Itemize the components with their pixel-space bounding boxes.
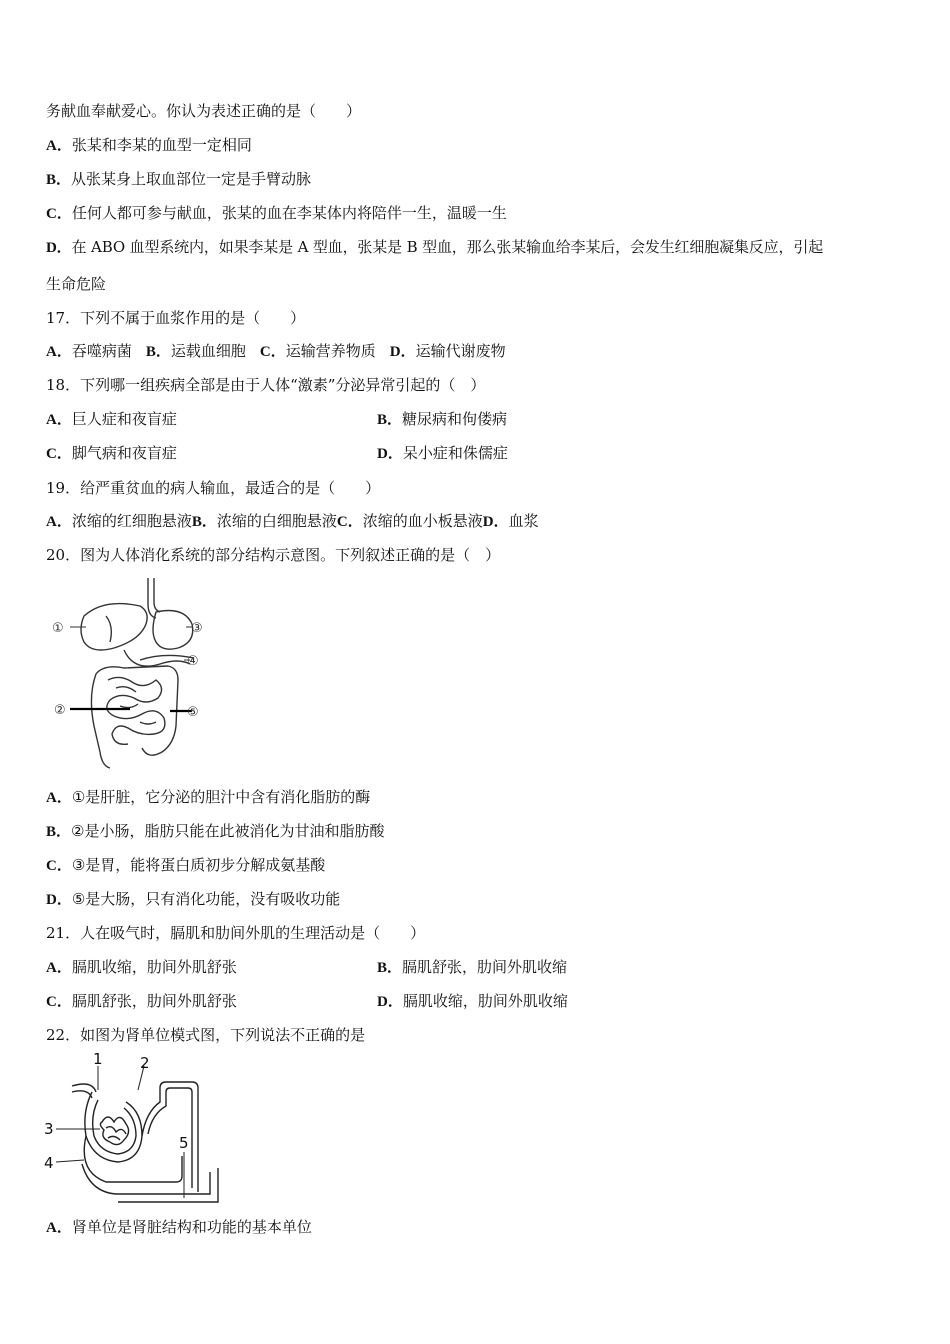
q21-stem: 21．人在吸气时，膈肌和肋间外肌的生理活动是（ ）	[46, 924, 426, 942]
q21-option-c[interactable]	[46, 991, 237, 1012]
small-intestine	[107, 677, 165, 744]
renal-capsule-inner	[93, 1100, 136, 1154]
option-key: C．	[46, 206, 72, 222]
option-key: A．	[46, 412, 72, 428]
q20-option-d[interactable]	[46, 889, 340, 910]
capillary-loop	[84, 1136, 182, 1182]
figure-label-3: 3	[44, 1120, 54, 1138]
nephron-figure	[42, 1052, 222, 1210]
option-text: 张某和李某的血型一定相同	[71, 136, 252, 154]
option-key: D．	[377, 994, 403, 1010]
large-intestine	[91, 666, 178, 755]
option-text: 肾单位是肾脏结构和功能的基本单位	[71, 1218, 312, 1236]
glomerulus-loops	[106, 1127, 126, 1140]
option-key: B．	[46, 824, 72, 840]
q18-option-d[interactable]	[377, 443, 508, 464]
q19-stem: 19．给严重贫血的病人输血，最适合的是（ ）	[46, 479, 381, 497]
q17-option-c[interactable]	[260, 342, 376, 360]
liver-lobe-line	[106, 616, 111, 642]
option-key: C．	[336, 514, 363, 530]
option-key: A．	[46, 1220, 72, 1236]
option-text: 吞噬病菌	[71, 342, 132, 360]
option-key: D．	[46, 892, 72, 908]
figure-label-1: ①	[52, 621, 64, 636]
option-key: B．	[377, 960, 403, 976]
q22-stem: 22．如图为肾单位模式图，下列说法不正确的是	[46, 1026, 366, 1044]
figure-label-4: 4	[44, 1154, 54, 1172]
option-text: 膈肌舒张，肋间外肌舒张	[71, 992, 237, 1010]
q16-option-d-continued: 生命危险	[46, 275, 107, 293]
renal-vein	[118, 1168, 218, 1202]
pancreas	[140, 655, 194, 660]
q16-option-b[interactable]	[46, 169, 311, 190]
option-text: 巨人症和夜盲症	[71, 410, 177, 428]
option-text: ②是小肠，脂肪只能在此被消化为甘油和脂肪酸	[71, 822, 385, 840]
option-text: 浓缩的血小板悬液	[362, 512, 483, 530]
option-key: B．	[191, 514, 217, 530]
option-key: D．	[46, 240, 72, 256]
option-text: 呆小症和侏儒症	[402, 444, 508, 462]
q17-stem: 17．下列不属于血浆作用的是（ ）	[46, 309, 306, 327]
q20-option-a[interactable]	[46, 787, 370, 808]
q16-option-a[interactable]	[46, 135, 252, 156]
option-key: D．	[482, 514, 509, 530]
option-text: 在 ABO 血型系统内，如果李某是 A 型血，张某是 B 型血，那么张某输血给李某后，会发生红细胞凝集反应，引起	[71, 238, 824, 256]
option-key: A．	[46, 344, 72, 360]
option-key: A．	[46, 960, 72, 976]
q16-option-c[interactable]	[46, 203, 507, 224]
collecting-duct	[82, 1164, 210, 1194]
figure-label-5: ⑤	[187, 705, 199, 720]
q21-option-a[interactable]	[46, 957, 237, 978]
stomach	[153, 611, 193, 650]
q20-option-c[interactable]	[46, 855, 325, 876]
q17-option-a[interactable]	[46, 342, 132, 360]
option-text: 运载血细胞	[170, 342, 246, 360]
option-key: C．	[259, 344, 286, 360]
figure-label-4: ④	[187, 654, 199, 669]
option-text: 浓缩的白细胞悬液	[216, 512, 337, 530]
q19-option-a[interactable]	[46, 512, 192, 530]
option-text: 膈肌舒张，肋间外肌收缩	[402, 958, 568, 976]
duodenum	[124, 650, 190, 666]
figure-label-2: 2	[140, 1054, 150, 1072]
q17-option-b[interactable]	[146, 342, 246, 360]
option-text: ①是肝脏，它分泌的胆汁中含有消化脂肪的酶	[71, 788, 371, 806]
q19-option-b[interactable]	[192, 512, 337, 530]
q16-stem-tail: 务献血奉献爱心。你认为表述正确的是（ ）	[46, 102, 362, 120]
option-text: 任何人都可参与献血，张某的血在李某体内将陪伴一生，温暖一生	[71, 204, 507, 222]
option-key: A．	[46, 514, 72, 530]
q22-option-a[interactable]	[46, 1217, 312, 1238]
option-key: C．	[46, 994, 72, 1010]
option-text: 运输营养物质	[285, 342, 376, 360]
figure-label-1: 1	[93, 1052, 103, 1068]
option-key: B．	[377, 412, 403, 428]
option-key: D．	[377, 446, 403, 462]
q19-option-c[interactable]	[337, 512, 483, 530]
q18-option-a[interactable]	[46, 409, 177, 430]
digestive-system-figure	[44, 576, 214, 770]
option-key: C．	[46, 446, 72, 462]
q18-stem: 18．下列哪一组疾病全部是由于人体“激素”分泌异常引起的（ ）	[46, 376, 486, 394]
option-key: D．	[389, 344, 416, 360]
option-text: 膈肌收缩，肋间外肌收缩	[402, 992, 568, 1010]
option-key: A．	[46, 138, 72, 154]
option-key: A．	[46, 790, 72, 806]
option-text: 从张某身上取血部位一定是手臂动脉	[71, 170, 312, 188]
esophagus	[148, 578, 156, 618]
rectum	[100, 752, 110, 768]
renal-tubule	[142, 1082, 198, 1192]
q21-option-b[interactable]	[377, 957, 567, 978]
option-text: 浓缩的红细胞悬液	[71, 512, 192, 530]
option-text: ③是胃，能将蛋白质初步分解成氨基酸	[71, 856, 326, 874]
option-key: B．	[46, 172, 72, 188]
option-text: 血浆	[508, 512, 539, 530]
q20-option-b[interactable]	[46, 821, 384, 842]
q17-option-d[interactable]	[390, 342, 506, 360]
figure-label-5: 5	[179, 1134, 189, 1152]
q16-option-d[interactable]	[46, 237, 823, 258]
q18-option-b[interactable]	[377, 409, 507, 430]
q20-stem: 20．图为人体消化系统的部分结构示意图。下列叙述正确的是（ ）	[46, 546, 501, 564]
liver	[81, 604, 147, 650]
leader-line-4	[56, 1160, 84, 1162]
option-text: ⑤是大肠，只有消化功能，没有吸收功能	[71, 890, 341, 908]
option-text: 运输代谢废物	[415, 342, 506, 360]
afferent-arteriole-wall	[72, 1091, 92, 1098]
esophagus-wall	[154, 578, 160, 612]
figure-label-2: ②	[54, 703, 66, 718]
option-text: 膈肌收缩，肋间外肌舒张	[71, 958, 237, 976]
option-text: 糖尿病和佝偻病	[402, 410, 508, 428]
q21-option-d[interactable]	[377, 991, 568, 1012]
option-key: B．	[145, 344, 171, 360]
option-text: 脚气病和夜盲症	[71, 444, 177, 462]
figure-label-3: ③	[191, 621, 203, 636]
q18-option-c[interactable]	[46, 443, 177, 464]
option-key: C．	[46, 858, 72, 874]
q17-options-row	[46, 341, 506, 362]
q19-options-row	[46, 511, 539, 532]
q19-option-d[interactable]	[483, 512, 539, 530]
